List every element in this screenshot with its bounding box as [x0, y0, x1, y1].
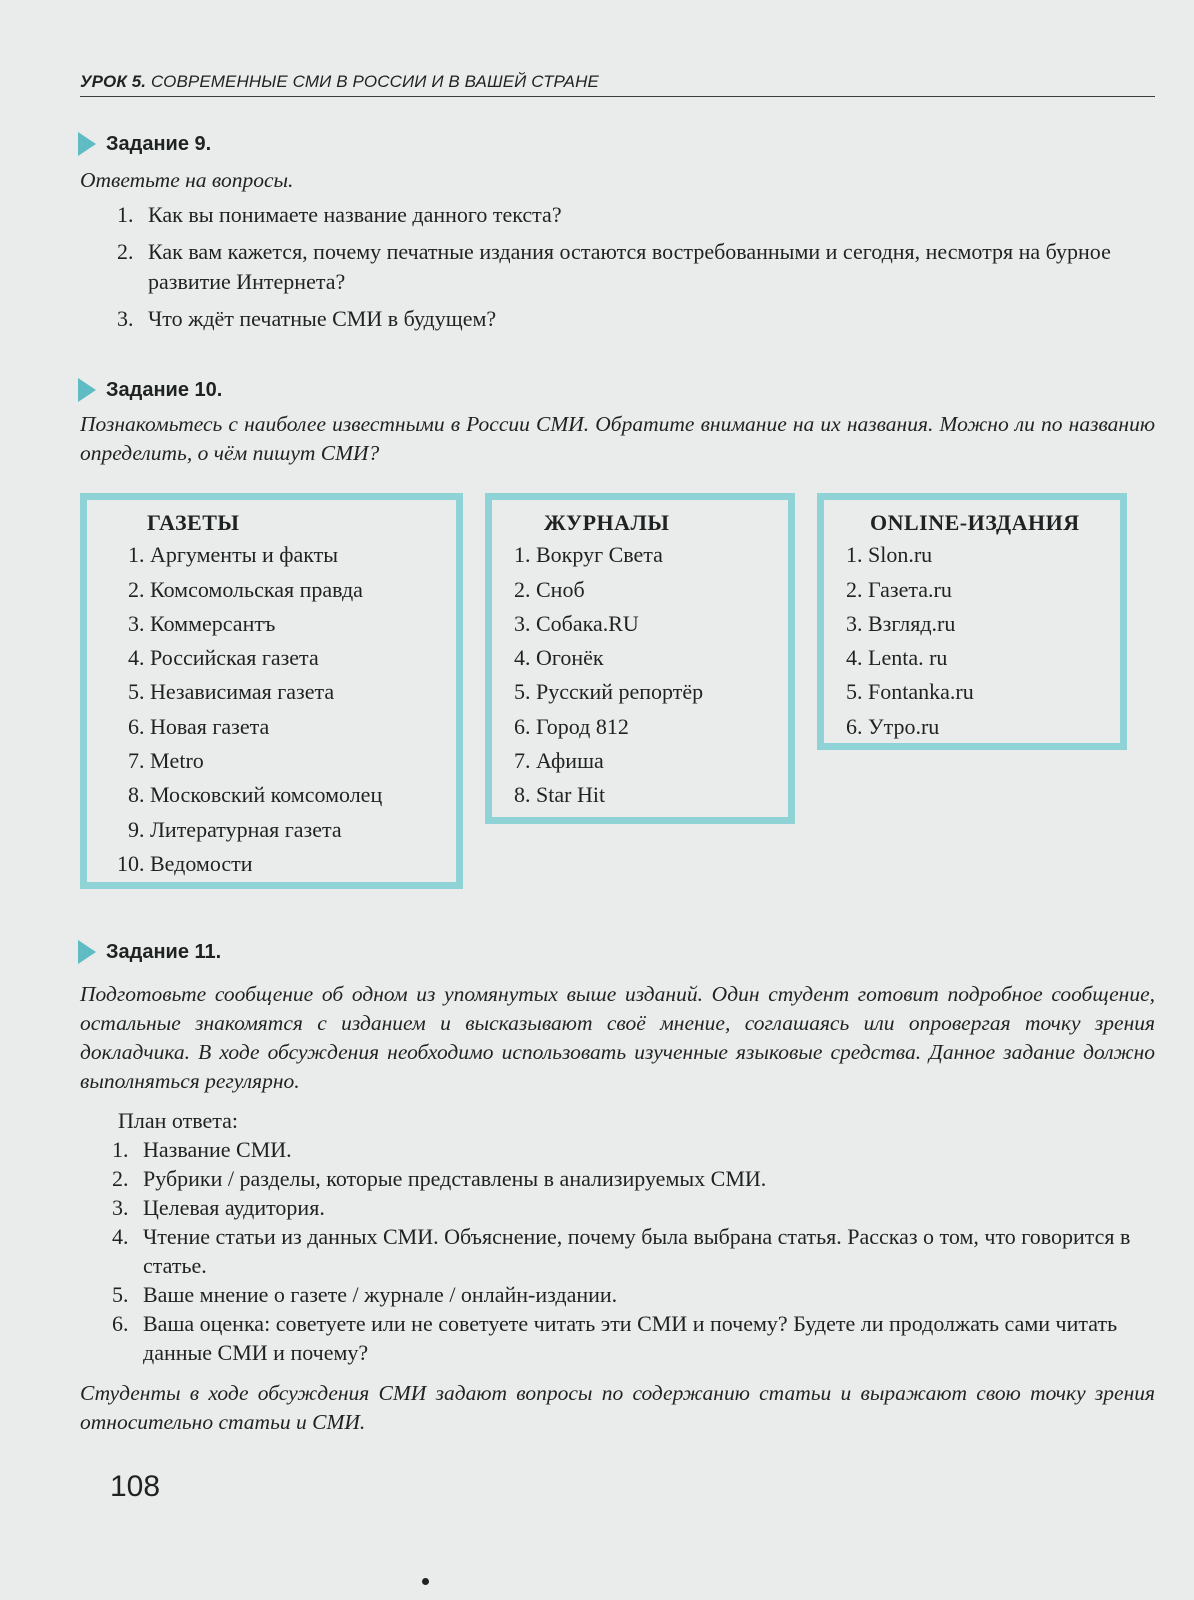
- triangle-marker-icon: [78, 940, 96, 964]
- newspaper-item: 3. Коммерсантъ: [128, 610, 276, 636]
- item-number: 3.: [117, 306, 134, 331]
- newspaper-item: 10. Ведомости: [117, 850, 253, 876]
- online-item: 1. Slon.ru: [846, 542, 933, 568]
- plan-title: План ответа:: [118, 1108, 239, 1133]
- task-11-closing: Студенты в ходе обсуждения СМИ задают вопросы по содержанию статьи и выражают свою точку зрения относительно статьи и СМИ.: [80, 1381, 1155, 1434]
- item-text: Как вам кажется, почему печатные издания остаются востребованными и сегодня, несмотря на бурное развитие Интернета?: [148, 239, 1111, 294]
- task-10-heading: [78, 378, 222, 402]
- newspaper-item: 8. Московский комсомолец: [128, 782, 383, 808]
- online-item: 5. Fontanka.ru: [846, 679, 974, 705]
- newspaper-item: 4. Российская газета: [128, 645, 319, 671]
- triangle-marker-icon: [78, 132, 96, 156]
- newspaper-item: 1. Аргументы и факты: [128, 542, 339, 568]
- newspaper-item: 6. Новая газета: [128, 713, 270, 739]
- task-11-instruction: Подготовьте сообщение об одном из упомянутых выше изданий. Один студент готовит подробное сообщение, остальные знакомятся с изданием и высказывают своё мнение, соглашаясь или опровергая точку зрения докладчика. В ходе обсуждения необходимо использовать изученные языковые средства. Данное задание должно выполняться регулярно.: [80, 982, 1155, 1093]
- triangle-marker-icon: [78, 378, 96, 402]
- list-item: [117, 237, 1157, 297]
- scan-dot: [422, 1578, 429, 1585]
- item-number: 5.: [112, 1282, 129, 1307]
- list-item: [112, 1135, 1157, 1164]
- newspapers-title: ГАЗЕТЫ: [147, 510, 240, 535]
- magazine-item: 3. Собака.RU: [514, 610, 639, 636]
- magazine-item: 5. Русский репортёр: [514, 679, 704, 705]
- magazine-item: 6. Город 812: [514, 713, 629, 739]
- newspaper-item: 9. Литературная газета: [128, 816, 342, 842]
- online-list: [846, 538, 1120, 744]
- online-item: 4. Lenta. ru: [846, 645, 948, 671]
- list-item: [117, 304, 1157, 334]
- newspaper-item: 7. Metro: [128, 748, 204, 774]
- item-text: Название СМИ.: [143, 1137, 292, 1162]
- task-11-heading: [78, 940, 221, 964]
- task-9-instruction: Ответьте на вопросы.: [80, 168, 294, 192]
- item-text: Рубрики / разделы, которые представлены в анализируемых СМИ.: [143, 1166, 767, 1191]
- item-number: 4.: [112, 1224, 129, 1249]
- task-10-instruction: Познакомьтесь с наиболее известными в России СМИ. Обратите внимание на их названия. Можно ли по названию определить, о чём пишут СМИ?: [80, 412, 1155, 465]
- magazine-item: 2. Сноб: [514, 576, 585, 602]
- list-item: [112, 1309, 1157, 1367]
- magazine-item: 8. Star Hit: [514, 782, 606, 808]
- item-number: 1.: [112, 1137, 129, 1162]
- online-item: 3. Взгляд.ru: [846, 610, 956, 636]
- online-item: 2. Газета.ru: [846, 576, 952, 602]
- online-box: [817, 493, 1127, 750]
- task-9-title: Задание 9.: [106, 132, 212, 155]
- online-item: 6. Утро.ru: [846, 713, 940, 739]
- task-9-questions: [117, 200, 1157, 341]
- list-item: [117, 200, 1157, 230]
- newspapers-list: [117, 538, 456, 881]
- newspaper-item: 2. Комсомольская правда: [128, 576, 363, 602]
- item-number: 1.: [117, 202, 134, 227]
- list-item: [112, 1164, 1157, 1193]
- item-number: 6.: [112, 1311, 129, 1336]
- item-text: Целевая аудитория.: [143, 1195, 325, 1220]
- magazine-item: 7. Афиша: [514, 748, 604, 774]
- item-text: Ваша оценка: советуете или не советуете читать эти СМИ и почему? Будете ли продолжать сами читать данные СМИ и почему?: [143, 1311, 1118, 1365]
- magazine-item: 1. Вокруг Света: [514, 542, 663, 568]
- running-header: [80, 72, 1155, 97]
- item-text: Чтение статьи из данных СМИ. Объяснение, почему была выбрана статья. Рассказ о том, что говорится в статье.: [143, 1224, 1131, 1278]
- list-item: [112, 1280, 1157, 1309]
- plan-list: [112, 1135, 1157, 1367]
- task-9-heading: [78, 132, 211, 156]
- online-title: ONLINE-ИЗДАНИЯ: [870, 510, 1080, 535]
- task-10-title: Задание 10.: [106, 378, 223, 401]
- lesson-title: СОВРЕМЕННЫЕ СМИ В РОССИИ И В ВАШЕЙ СТРАНЕ: [150, 72, 599, 91]
- list-item: [112, 1222, 1157, 1280]
- task-11-title: Задание 11.: [106, 940, 222, 963]
- magazines-box: [485, 493, 795, 824]
- magazines-title: ЖУРНАЛЫ: [544, 510, 670, 535]
- lesson-number: УРОК 5.: [80, 72, 147, 91]
- magazines-list: [514, 538, 788, 812]
- page-number: 108: [110, 1470, 161, 1503]
- item-text: Как вы понимаете название данного текста?: [148, 202, 562, 227]
- item-number: 3.: [112, 1195, 129, 1220]
- list-item: [112, 1193, 1157, 1222]
- magazine-item: 4. Огонёк: [514, 645, 604, 671]
- newspapers-box: [80, 493, 463, 889]
- item-text: Что ждёт печатные СМИ в будущем?: [148, 306, 497, 331]
- answer-plan: [112, 1106, 1157, 1367]
- item-number: 2.: [112, 1166, 129, 1191]
- item-number: 2.: [117, 239, 134, 264]
- item-text: Ваше мнение о газете / журнале / онлайн-издании.: [143, 1282, 618, 1307]
- newspaper-item: 5. Независимая газета: [128, 679, 335, 705]
